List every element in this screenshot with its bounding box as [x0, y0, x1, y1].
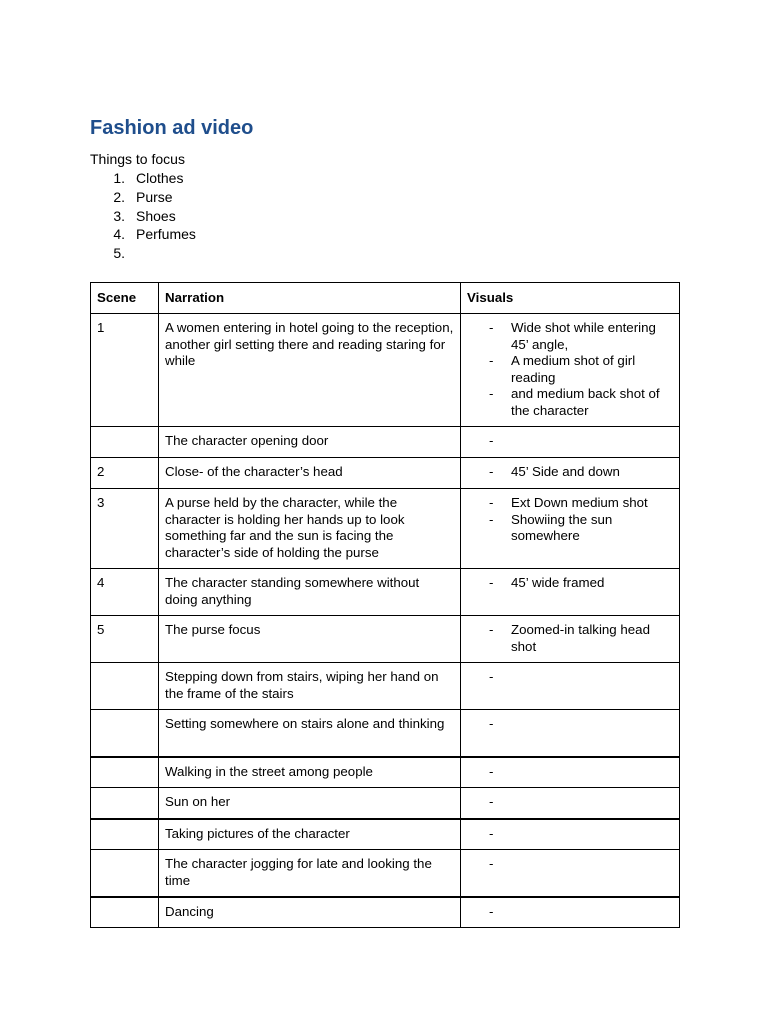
focus-item	[90, 245, 290, 264]
visuals-cell: -	[461, 427, 680, 458]
focus-label: Things to focus	[90, 151, 185, 167]
visual-item-text: Showiing the sun somewhere	[511, 511, 613, 543]
scene-cell	[91, 788, 159, 819]
table-row	[91, 710, 680, 757]
visuals-cell: -	[461, 663, 680, 710]
narration-cell: The character standing somewhere without doing anything	[159, 569, 461, 616]
visual-item: - and medium back shot of the character	[489, 386, 660, 418]
visual-item-text: Wide shot while entering 45’ angle,	[511, 320, 656, 352]
table-row	[91, 897, 680, 928]
focus-item	[90, 170, 290, 189]
narration-cell: The purse focus	[159, 616, 461, 663]
visuals-cell	[461, 314, 680, 427]
focus-item-text: Shoes	[136, 207, 176, 224]
table-row	[91, 427, 680, 458]
visuals-cell: -	[461, 710, 680, 757]
visuals-cell	[461, 458, 680, 489]
visual-item-text: 45’ wide framed	[511, 575, 605, 590]
visual-item: - A medium shot of girl reading	[489, 353, 636, 385]
scene-cell: 5	[91, 616, 159, 663]
narration-cell: Walking in the street among people	[159, 757, 461, 788]
scene-cell: 3	[91, 489, 159, 569]
scene-cell: 4	[91, 569, 159, 616]
table-row	[91, 489, 680, 569]
narration-cell: Stepping down from stairs, wiping her hand on the frame of the stairs	[159, 663, 461, 710]
table-row	[91, 569, 680, 616]
scene-column-header: Scene	[91, 283, 159, 314]
visual-item: - Ext Down medium shot	[489, 495, 648, 510]
narration-cell: The character jogging for late and looking the time	[159, 850, 461, 897]
visuals-cell: -	[461, 757, 680, 788]
visual-item-text: Zoomed-in talking head shot	[511, 622, 650, 654]
narration-cell: A women entering in hotel going to the reception, another girl setting there and reading staring for while	[159, 314, 461, 427]
focus-item	[90, 208, 290, 227]
narration-cell: A purse held by the character, while the character is holding her hands up to look something far and the sun is facing the character’s side of holding the purse	[159, 489, 461, 569]
focus-item-number: 3.	[113, 207, 125, 224]
scene-table	[90, 282, 680, 928]
scene-cell: 2	[91, 458, 159, 489]
narration-cell: Sun on her	[159, 788, 461, 819]
table-row	[91, 788, 680, 819]
narration-cell: The character opening door	[159, 427, 461, 458]
scene-cell	[91, 663, 159, 710]
narration-cell: Setting somewhere on stairs alone and thinking	[159, 710, 461, 757]
visual-item: - 45’ wide framed	[489, 575, 605, 590]
visuals-cell	[461, 489, 680, 569]
visual-item: - Zoomed-in talking head shot	[489, 622, 650, 654]
visuals-cell	[461, 616, 680, 663]
narration-cell: Close- of the character’s head	[159, 458, 461, 489]
focus-item-number: 5.	[113, 245, 125, 262]
visuals-cell	[461, 569, 680, 616]
table-row	[91, 616, 680, 663]
table-row	[91, 819, 680, 850]
narration-column-header: Narration	[159, 283, 461, 314]
narration-cell: Taking pictures of the character	[159, 819, 461, 850]
scene-cell	[91, 757, 159, 788]
visuals-cell: -	[461, 850, 680, 897]
table-row	[91, 314, 680, 427]
visuals-cell: -	[461, 788, 680, 819]
scene-cell	[91, 427, 159, 458]
visuals-cell: -	[461, 897, 680, 928]
focus-item-text: Perfumes	[136, 226, 196, 243]
visual-item: - 45’ Side and down	[489, 464, 620, 479]
visuals-cell: -	[461, 819, 680, 850]
focus-item-number: 2.	[113, 188, 125, 205]
visual-item-text: and medium back shot of the character	[511, 386, 660, 418]
table-row	[91, 458, 680, 489]
focus-item	[90, 189, 290, 208]
focus-item-number: 1.	[113, 170, 125, 186]
visual-item: - Showiing the sun somewhere	[489, 511, 613, 543]
table-row	[91, 757, 680, 788]
focus-item-text: Purse	[136, 188, 173, 205]
scene-cell	[91, 710, 159, 757]
table-row	[91, 850, 680, 897]
focus-item-text: Clothes	[136, 170, 184, 186]
scene-cell: 1	[91, 314, 159, 427]
focus-list	[90, 170, 290, 264]
visuals-column-header: Visuals	[461, 283, 680, 314]
table-row	[91, 663, 680, 710]
scene-cell	[91, 897, 159, 928]
table-header-row	[91, 283, 680, 314]
scene-cell	[91, 850, 159, 897]
visual-item: - Wide shot while entering 45’ angle,	[489, 320, 656, 352]
focus-item	[90, 226, 290, 245]
page-title: Fashion ad video	[90, 117, 254, 139]
scene-cell	[91, 819, 159, 850]
visual-item-text: Ext Down medium shot	[511, 495, 648, 510]
focus-item-number: 4.	[113, 226, 125, 243]
visual-item-text: A medium shot of girl reading	[511, 353, 636, 385]
narration-cell: Dancing	[159, 897, 461, 928]
visual-item-text: 45’ Side and down	[511, 464, 620, 479]
